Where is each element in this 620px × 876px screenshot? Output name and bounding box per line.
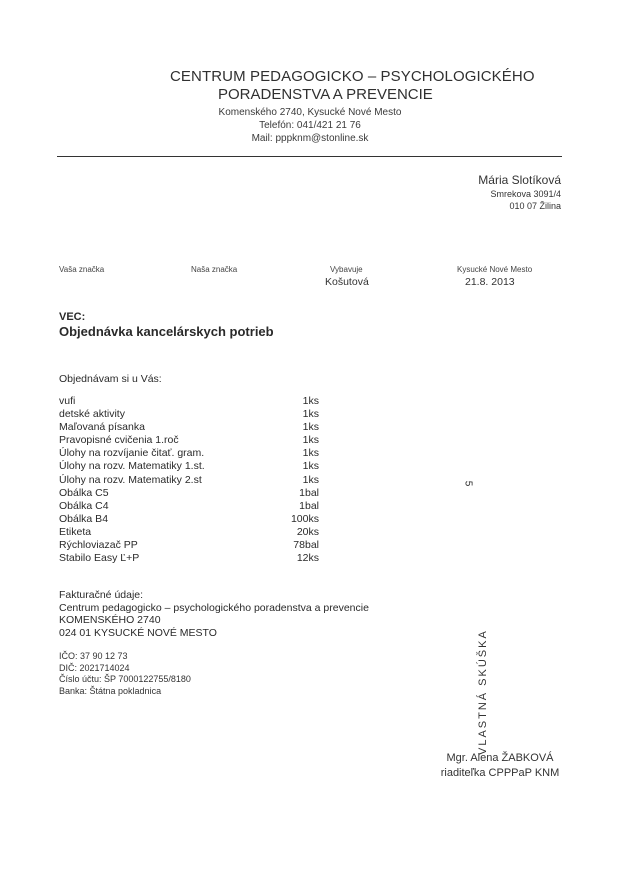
item-name: vufi xyxy=(59,395,76,407)
item-name: Etiketa xyxy=(59,525,92,538)
item-quantity: 1ks xyxy=(302,447,319,460)
org-name-line2: PORADENSTVA A PREVENCIE xyxy=(218,86,433,103)
item-name: Úlohy na rozv. Matematiky 1.st. xyxy=(59,460,205,473)
item-quantity: 20ks xyxy=(296,525,319,538)
billing-label: Fakturačné údaje: xyxy=(59,589,144,601)
item-quantity: 1bal xyxy=(299,486,319,499)
org-address: Komenského 2740, Kysucké Nové Mesto xyxy=(218,107,402,118)
list-item xyxy=(59,539,319,552)
place-label: Kysucké Nové Mesto xyxy=(457,265,533,274)
list-item xyxy=(59,408,319,421)
order-intro: Objednávam si u Vás: xyxy=(59,373,162,385)
dic: DIČ: 2021714024 xyxy=(59,662,130,673)
item-name: Úlohy na rozvíjanie čitať. gram. xyxy=(59,447,205,460)
signatory-name: Mgr. Alena ŽABKOVÁ xyxy=(446,752,554,764)
billing-city: 024 01 KYSUCKÉ NOVÉ MESTO xyxy=(59,627,217,640)
recipient-name: Mária Slotíková xyxy=(478,173,561,187)
letter-date: 21.8. 2013 xyxy=(465,276,515,288)
signatory-role: riaditeľka CPPPaP KNM xyxy=(440,767,560,779)
item-quantity: 1ks xyxy=(302,473,319,486)
list-item xyxy=(59,552,319,565)
company-ids xyxy=(59,651,191,697)
list-item xyxy=(59,395,319,408)
item-name: detské aktivity xyxy=(59,408,125,421)
item-quantity: 1ks xyxy=(302,395,319,407)
item-quantity: 12ks xyxy=(296,552,319,565)
subject-label: VEC: xyxy=(59,311,86,323)
recipient-street: Smrekova 3091/4 xyxy=(490,189,561,199)
item-quantity: 1ks xyxy=(302,460,319,473)
item-name: Obálka B4 xyxy=(59,512,109,525)
billing-street: KOMENSKÉHO 2740 xyxy=(59,614,161,627)
item-name: Maľovaná písanka xyxy=(59,421,145,434)
list-item xyxy=(59,526,319,539)
vybavuje-value: Košutová xyxy=(325,276,369,288)
item-quantity: 78bal xyxy=(293,539,319,552)
list-item xyxy=(59,500,319,513)
list-item xyxy=(59,421,319,434)
list-item xyxy=(59,487,319,500)
item-quantity: 1ks xyxy=(302,421,319,434)
list-item xyxy=(59,460,319,473)
order-items-list xyxy=(59,395,319,565)
list-item xyxy=(59,513,319,526)
item-name: Pravopisné cvičenia 1.roč xyxy=(59,434,179,447)
item-quantity: 1bal xyxy=(299,499,319,512)
ico: IČO: 37 90 12 73 xyxy=(59,651,128,661)
bank-name: Banka: Štátna pokladnica xyxy=(59,685,162,696)
vasa-znacka-label: Vaša značka xyxy=(59,265,105,274)
item-name: Rýchloviazač PP xyxy=(59,539,138,552)
item-quantity: 1ks xyxy=(302,408,319,421)
billing-block xyxy=(59,589,369,640)
org-phone: Telefón: 041/421 21 76 xyxy=(259,120,361,131)
org-name-line1: CENTRUM PEDAGOGICKO – PSYCHOLOGICKÉHO xyxy=(170,68,535,85)
nasa-znacka-label: Naša značka xyxy=(191,265,238,274)
recipient-city: 010 07 Žilina xyxy=(509,201,561,211)
billing-org: Centrum pedagogicko – psychologického poradenstva a prevencie xyxy=(59,601,369,614)
list-item xyxy=(59,447,319,460)
header-divider xyxy=(57,156,562,157)
margin-mark: 5 xyxy=(462,480,474,487)
item-name: Obálka C4 xyxy=(59,499,109,512)
item-name: Obálka C5 xyxy=(59,486,109,499)
list-item xyxy=(59,474,319,487)
account-number: Číslo účtu: ŠP 7000122755/8180 xyxy=(59,674,191,685)
list-item xyxy=(59,434,319,447)
item-name: Úlohy na rozv. Matematiky 2.st xyxy=(59,473,202,486)
stamp-text: VLASTNÁ SKÚŠKA xyxy=(477,629,489,755)
subject-title: Objednávka kancelárskych potrieb xyxy=(59,324,274,339)
item-name: Stabilo Easy Ľ+P xyxy=(59,552,140,565)
vybavuje-label: Vybavuje xyxy=(330,265,363,274)
item-quantity: 1ks xyxy=(302,434,319,447)
org-mail: Mail: pppknm@stonline.sk xyxy=(251,133,369,144)
item-quantity: 100ks xyxy=(290,512,319,525)
